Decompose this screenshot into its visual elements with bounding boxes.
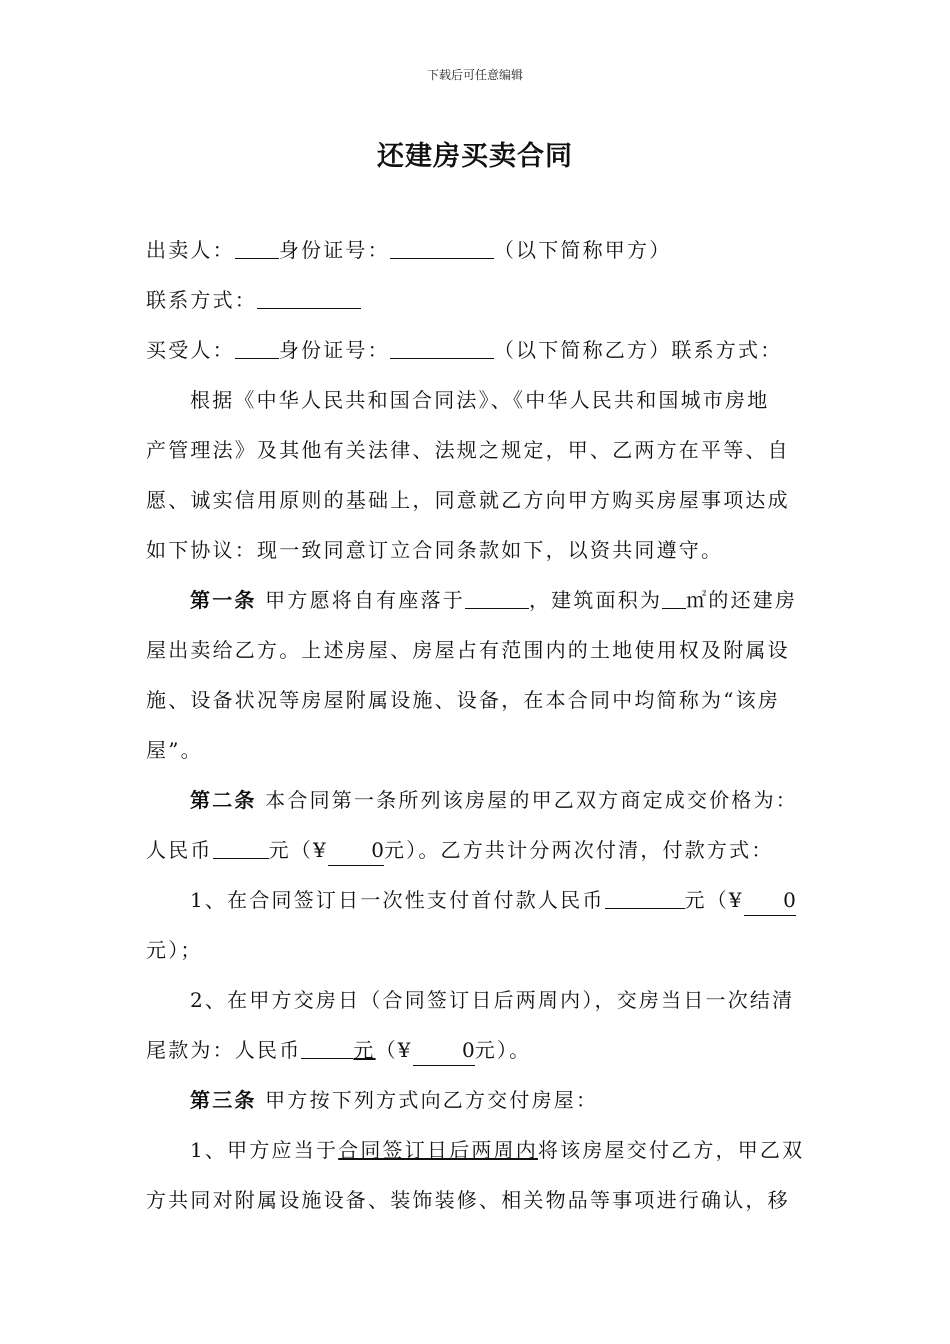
buyer-id-label: 身份证号：: [278, 338, 390, 362]
header-note: 下载后可任意编辑: [426, 68, 523, 82]
seller-contact-label: 联系方式：: [146, 288, 257, 312]
article3-line: [190, 1135, 812, 1165]
article2-text: 元）。: [474, 1038, 532, 1062]
article3-heading: 第三条: [190, 1088, 257, 1112]
seller-name-blank[interactable]: [235, 236, 279, 259]
contract-title: 还建房买卖合同: [377, 141, 573, 172]
seller-id-label: 身份证号：: [278, 238, 390, 262]
preamble-line: 如下协议：现一致同意订立合同条款如下，以资共同遵守。: [146, 538, 724, 562]
article2-text: 尾款为：人民币: [146, 1038, 302, 1062]
buyer-label: 买受人：: [146, 338, 235, 362]
seller-suffix: （以下简称甲方）: [493, 238, 672, 262]
article2-text: 本合同第一条所列该房屋的甲乙双方商定成交价格为：: [265, 788, 798, 812]
article1-text: ㎡的还建房: [686, 588, 798, 612]
seller-contact-line: [146, 285, 812, 315]
article2-heading: 第二条: [190, 788, 257, 812]
article3-text: 1、甲方应当于: [190, 1138, 339, 1162]
article1-line: 施、设备状况等房屋附属设施、设备，在本合同中均简称为“该房: [146, 688, 781, 712]
preamble-line: 根据《中华人民共和国合同法》、《中华人民共和国城市房地: [190, 388, 770, 412]
article1-line: [190, 585, 812, 615]
article1-line: 屋”。: [146, 738, 203, 762]
article2-line: [146, 1035, 812, 1066]
article1-line: 屋出卖给乙方。上述房屋、房屋占有范围内的土地使用权及附属设: [146, 638, 790, 662]
article1-text: 甲方愿将自有座落于: [265, 588, 465, 612]
article2-line: 元）；: [146, 938, 203, 962]
buyer-id-blank[interactable]: [390, 336, 494, 359]
article3-text: 将该房屋交付乙方，甲乙双: [537, 1138, 805, 1162]
down-payment-amount[interactable]: 0: [744, 885, 796, 916]
article2-text: 人民币: [146, 838, 213, 862]
article2-text: 元（¥: [268, 838, 328, 862]
price-amount[interactable]: 0: [328, 835, 384, 866]
article2-line: [190, 885, 812, 916]
article2-text: 元: [353, 1038, 376, 1062]
preamble-line: 产管理法》及其他有关法律、法规之规定，甲、乙两方在平等、自: [146, 438, 790, 462]
article2-line: [146, 835, 812, 866]
article2-line: [190, 785, 812, 815]
article3-text: 甲方按下列方式向乙方交付房屋：: [265, 1088, 599, 1112]
article3-line: 方共同对附属设施设备、装饰装修、相关物品等事项进行确认，移: [146, 1188, 790, 1212]
buyer-suffix: （以下简称乙方）联系方式：: [493, 338, 783, 362]
price-words-blank[interactable]: [213, 836, 269, 859]
seller-line: [146, 235, 812, 265]
buyer-line: [146, 335, 812, 365]
seller-contact-blank[interactable]: [257, 286, 361, 309]
balance-amount[interactable]: 0: [413, 1035, 475, 1066]
article2-text: 元（¥: [684, 888, 744, 912]
article2-text: （¥: [375, 1038, 413, 1062]
delivery-deadline: 合同签订日后两周内: [338, 1138, 538, 1162]
buyer-name-blank[interactable]: [235, 336, 279, 359]
article3-line: [190, 1085, 812, 1115]
article1-heading: 第一条: [190, 588, 257, 612]
area-blank[interactable]: [662, 586, 686, 609]
location-blank[interactable]: [465, 586, 529, 609]
balance-words-blank[interactable]: [301, 1036, 353, 1059]
payment-item-1: 1、在合同签订日一次性支付首付款人民币: [190, 888, 605, 912]
seller-id-blank[interactable]: [390, 236, 494, 259]
down-payment-words-blank[interactable]: [605, 886, 685, 909]
seller-label: 出卖人：: [146, 238, 235, 262]
article2-line: 2、在甲方交房日（合同签订日后两周内），交房当日一次结清: [190, 988, 795, 1012]
article2-text: 元）。乙方共计分两次付清，付款方式：: [383, 838, 774, 862]
article1-text: ，建筑面积为: [528, 588, 663, 612]
preamble-line: 愿、诚实信用原则的基础上，同意就乙方向甲方购买房屋事项达成: [146, 488, 790, 512]
